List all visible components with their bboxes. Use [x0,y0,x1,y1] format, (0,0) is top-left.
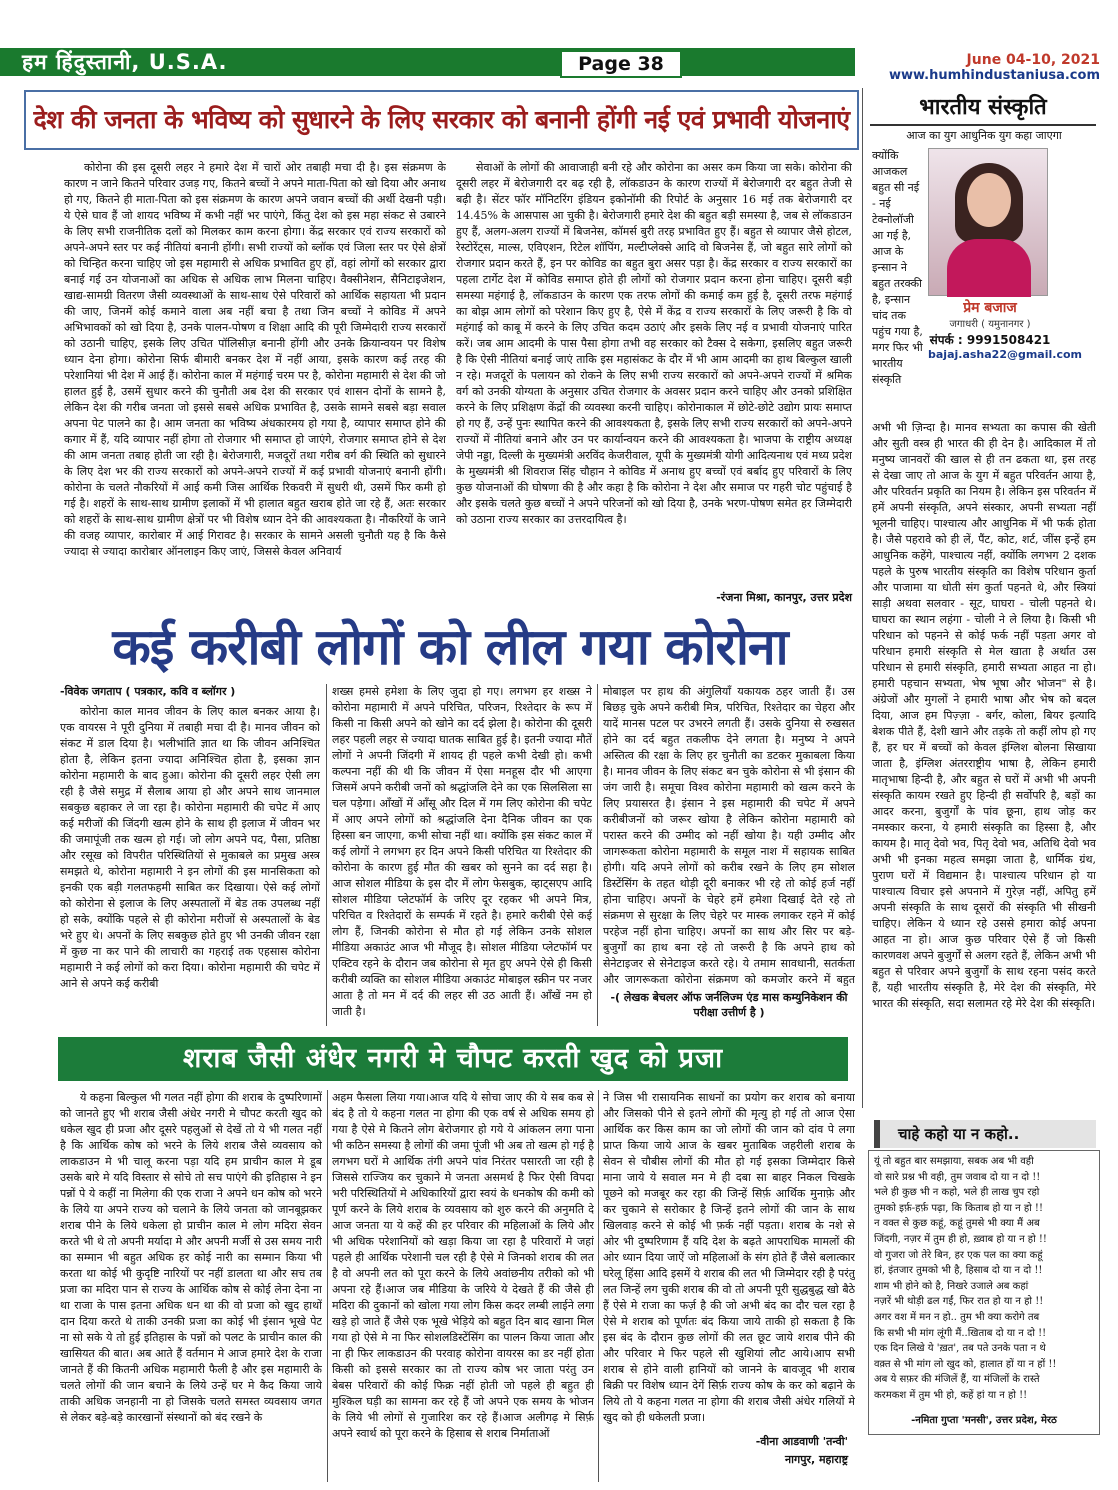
article2-column-3 [603,684,855,986]
article2-column-1 [60,704,320,1026]
article1-headline-box [24,90,859,150]
article2-author: -विवेक जगताप ( पत्रकार, कवि व ब्लॉगर ) [60,685,236,698]
issue-date: June 04-10, 2021 [966,52,1100,68]
poem-line: करमकश में तुम भी हो, कहें हां या न हो !! [874,1389,1028,1401]
article3-column-1 [60,1090,322,1482]
poem-line: भले ही कुछ भी न कहो, भले ही लाख चुप रहो [874,1187,1040,1199]
article2-headline: कई करीबी लोगों को लील गया कोरोना [112,618,788,676]
author-name: प्रेम बजाज [963,300,1017,316]
sidebar-title: भारतीय संस्कृति [870,90,1096,126]
sidebar-body [872,420,1096,1110]
article1-column-2 [456,160,852,576]
sidebar-body-text: अभी भी ज़िन्दा है। मानव सभ्यता का कपास की खेती और सुती वस्त्र ही भारत की ही देन है। आदिकाल में तो मनुष्य जानवरों की खाल से ही तन ढकता था, इस तरह से देखा जाए तो आज के युग में बहुत परिवर्तन आया है, और परिवर्तन प्रकृति का नियम है। लेकिन इस परिवर्तन में हमें अपनी संस्कृति, अपने संस्कार, अपनी सभ्यता नहीं भूलनी चाहिए। पाश्चात्य और आधुनिक में भी फर्क होता है। जैसे पहरावे को ही लें, पैंट, कोट, शर्ट, जींस इन्हें हम आधुनिक कहेंगे, पाश्चात्य नहीं, क्योंकि लगभग 2 दशक पहले के पुरुष भारतीय संस्कृति का विशेष परिधान कुर्ता और पाजामा या धोती संग कुर्ता पहनते थे, और स्त्रियां साड़ी अथवा सलवार - सूट, घाघरा - चोली पहनते थे। घाघरा का स्थान लहंगा - चोली ने ले लिया है। किसी भी परिधान को पहनने से कोई फर्क नहीं पड़ता अगर वो परिधान हमारी संस्कृति से मेल खाता है अर्थात उस परिधान से हमारी संस्कृति, हमारी सभ्यता आहत ना हो। हमारी पहचान सभ्यता, भेष भूषा और भोजन" से है। अंग्रेजों और मुगलों ने हमारी भाषा और भेष को बदल दिया, आज हम पिज़्ज़ा - बर्गर, कोला, बियर इत्यादि बेशक पीते हैं, देशी खाने और तड़के तो कहीं लोप हो गए हैं, हर घर में बच्चों को केवल इंग्लिश बोलना सिखाया जाता है, इंग्लिश अंतरराष्ट्रीय भाषा है, लेकिन हमारी मातृभाषा हिन्दी है, और बहुत से घरों में अभी भी अपनी संस्कृति कायम रखते हुए हिन्दी ही सर्वोपरि है, बड़ों का आदर करना, बुजुर्गों के पांव छूना, हाथ जोड़ कर नमस्कार करना, ये हमारी संस्कृति का हिस्सा है, और कायम है। मातृ देवो भव, पितृ देवो भव, अतिथि देवो भव अभी भी इनका महत्व समझा जाता है, धार्मिक ग्रंथ, पुराण घरों में विद्यमान है। पाश्चात्य परिधान हो या पाश्चात्य विचार इसे अपनाने में गुरेज़ नहीं, अपितु हमें अपनी संस्कृति के साथ दूसरों की संस्कृति भी सीखनी चाहिए। लेकिन ये ध्यान रहे उससे हमारा कोई अपना आहत ना हो। आज कुछ परिवार ऐसे हैं जो किसी कारणवश अपने बुजुर्गों से अलग रहते हैं, लेकिन अभी भी बहुत से परिवार अपने बुजुर्गों के साथ रहना पसंद करते हैं, यही भारतीय संस्कृति है, मेरे देश की संस्कृति, मेरे भारत की संस्कृति, सदा सलामत रहे मेरे देश की संस्कृति। [872,421,1096,1010]
sidebar-intro: आज का युग आधुनिक युग कहा जाएगा [906,129,1062,142]
article2-text-1: कोरोना काल मानव जीवन के लिए काल बनकर आया है। एक वायरस ने पूरी दुनिया में तबाही मचा दी है। मानव जीवन को संकट में डाल दिया है। भलीभांति ज्ञात था कि जीवन अनिश्चित होता है, लेकिन इतना ज्यादा अनिश्चित होता है, इसका ज्ञान कोरोना महामारी के बाद हुआ। कोरोना की दूसरी लहर ऐसी लग रही है जैसे समुद्र में सैलाब आया हो और अपने साथ जानमाल सबकुछ बहाकर ले जा रहा है। कोरोना महामारी की चपेट में आए कई मरीजों की जिंदगी खत्म होने के साथ ही इलाज में जीवन भर की जमापूंजी तक खत्म हो गई। जो लोग अपने पद, पैसा, प्रतिष्ठा और रसूख को विपरीत परिस्थितियों से मुकाबले का प्रमुख अस्त्र समझते थे, कोरोना महामारी ने इन लोगों की इस मानसिकता को इनकी एक बड़ी गलतफहमी साबित कर दिखाया। ऐसे कई लोगों को कोरोना से इलाज के लिए अस्पतालों में बेड तक उपलब्ध नहीं हो सके, क्योंकि पहले से ही कोरोना मरीजों से अस्पतालों के बेड भरे हुए थे। अपनों के लिए सबकुछ होते हुए भी उनकी जीवन रक्षा में कुछ ना कर पाने की लाचारी का गहराई तक एहसास कोरोना महामारी ने कई लोगों को करा दिया। कोरोना महामारी की चपेट में आने से अपने कई करीबी [60,705,320,990]
article2-byline: -( लेखक बेचलर ऑफ जर्नलिज्म एंड मास कम्युनिकेशन की परीक्षा उत्तीर्ण है ) [610,991,848,1019]
article1-text-1: कोरोना की इस दूसरी लहर ने हमारे देश में चारों ओर तबाही मचा दी है। इस संक्रमण के कारण न जाने कितने परिवार उजड़ गए, कितने बच्चों ने अपने माता-पिता को खो दिया और अनाथ हो गए, कितने ही माता-पिता को इस संक्रमण के कारण अपने जवान बच्चों की अर्थी देखनी पड़ी। ये ऐसे घाव हैं जो शायद भविष्य में कभी नहीं भर पाएंगे, किंतु देश को इस महा संकट से उबारने के लिए सभी राजनीतिक दलों को मिलकर काम करना होगा। केंद्र सरकार एवं राज्य सरकारों को अपने-अपने स्तर पर कई नीतियां बनानी होंगी। सभी राज्यों को ब्लॉक एवं जिला स्तर पर ऐसे क्षेत्रों को चिन्हित करना चाहिए जो इस महामारी से अधिक प्रभावित हुए हों, वहां लोगों को सरकार द्वारा बनाई गई उन योजनाओं का अधिक से अधिक लाभ मिलना चाहिए। वैक्सीनेशन, सैनिटाइजेशन, खाद्य-सामग्री वितरण जैसी व्यवस्थाओं के साथ-साथ ऐसे परिवारों को आर्थिक सहायता भी प्रदान की जाए, जिनमें कोई कमाने वाला अब नहीं बचा है तथा जिन बच्चों ने कोविड में अपने अभिभावकों को खो दिया है, उनके पालन-पोषण व शिक्षा आदि की पूरी जिम्मेदारी राज्य सरकारों को उठानी चाहिए, इसके लिए उचित पॉलिसीज़ बनानी होंगी और उनके क्रियान्वयन पर विशेष ध्यान देना होगा। कोरोना सिर्फ बीमारी बनकर देश में नहीं आया, इसके कारण कई तरह की परेशानियां भी देश में आई हैं। कोरोना काल में महंगाई चरम पर है, कोरोना महामारी से देश की जो हालत हुई है, उसमें सुधार करने की चुनौती अब देश की सरकार एवं शासन दोनों के सामने है, लेकिन देश की गरीब जनता जो इससे सबसे अधिक प्रभावित है, उसके सामने सबसे बड़ा सवाल अपना पेट पालने का है। आम जनता का भविष्य अंधकारमय हो गया है, व्यापार समाप्त होने की कगार में हैं, यदि व्यापार नहीं होगा तो रोजगार भी समाप्त हो जाएंगे, रोजगार समाप्त होने से देश की आम जनता तबाह होती जा रही है। बेरोजगारी, मजदूरों तथा गरीब वर्ग की स्थिति को सुधारने के लिए देश भर की राज्य सरकारों को अपने-अपने राज्यों में कई प्रभावी योजनाएं बनानी होंगी। कोरोना के चलते नौकरियों में आई कमी जिस आर्थिक रिकवरी में सुधरी थी, उसमें फिर कमी हो गई है। शहरों के साथ-साथ ग्रामीण इलाकों में भी हालात बहुत खराब होते जा रहे हैं, अतः सरकार को शहरों के साथ-साथ ग्रामीण क्षेत्रों पर भी विशेष ध्यान देने की आवश्यकता है। नौकरियों के जाने की वजह व्यापार, कारोबार में आई गिरावट है। सरकार के सामने असली चुनौती यह है कि कैसे ज्यादा से ज्यादा कारोबार ऑनलाइन किए जाएं, जिससे केवल अनिवार्य [64,161,446,558]
author-photo [928,148,1048,296]
poem-line: कि सभी भी मांग लूंगी मैं..खिताब दो या न दो !! [874,1327,1047,1339]
article1-headline: देश की जनता के भविष्य को सुधारने के लिए सरकार को बनानी होंगी नई एवं प्रभावी योजनाएं [33,105,850,134]
author-email[interactable]: bajaj.asha22@gmail.com [928,348,1082,361]
article2-text-2: शख्स हमसे हमेशा के लिए जुदा हो गए। लगभग हर शख्स ने कोरोना महामारी में अपने परिचित, परिजन, रिश्तेदार के रूप में किसी ना किसी अपने को खोने का दर्द झेला है। कोरोना की दूसरी लहर पहली लहर से ज्यादा घातक साबित हुई है। इतनी ज्यादा मौतें लोगों ने अपनी जिंदगी में शायद ही पहले कभी देखी हो। कभी कल्पना नहीं की थी कि जीवन में ऐसा मनहूस दौर भी आएगा जिसमें अपने करीबी जनों को श्रद्धांजलि देने का एक सिलसिला सा चल पड़ेगा। आँखों में आँसू और दिल में गम लिए कोरोना की चपेट में आए अपने लोगों को श्रद्धांजलि देना दैनिक जीवन का एक हिस्सा बन जाएगा, कभी सोचा नहीं था। क्योंकि इस संकट काल में कई लोगों ने लगभग हर दिन अपने किसी परिचित या रिश्तेदार की कोरोना के कारण हुई मौत की खबर को सुनने का दर्द सहा है। आज सोशल मीडिया के इस दौर में लोग फेसबुक, व्हाट्सएप आदि सोशल मीडिया प्लेटफॉर्म के जरिए दूर रहकर भी अपने मित्र, परिचित व रिश्तेदारों के सम्पर्क में रहते है। हमारे करीबी ऐसे कई लोग हैं, जिनकी कोरोना से मौत हो गई लेकिन उनके सोशल मीडिया अकाउंट आज भी मौजूद है। सोशल मीडिया प्लेटफॉर्म पर एक्टिव रहने के दौरान जब कोरोना से मृत हुए अपने ऐसे ही किसी करीबी व्यक्ति का सोशल मीडिया अकाउंट मोबाइल स्क्रीन पर नजर आता है तो मन में दर्द की लहर सी उठ आती हैं। आँखें नम हो जाती है। [332,685,592,1018]
article3-divider-2 [598,1090,599,1482]
poem-line: एक दिन लिखे ये 'ख़त', तब पते उनके पता न थे [874,1343,1046,1355]
poem-line: न वक्त से कुछ कहूं, कहूं तुमसे भी क्या मैं अब [874,1218,1040,1230]
newspaper-name: हम हिंदुस्तानी, U.S.A. [22,50,228,74]
poem-line: वक़्त से भी मांग लो खुद को, हालात हों या न हों !! [874,1358,1057,1370]
author-photo-body [947,239,1031,297]
poem-line: अगर वश में मन न हो.. तुम भी क्या करोगे तब [874,1311,1040,1323]
author-place: जगाधरी ( यमुनानगर ) [949,319,1031,330]
masthead [0,0,1118,82]
article3-text-2: अहम फैसला लिया गया।आज यदि ये सोचा जाए की ये सब कब से बंद है तो ये कहना गलत ना होगा की एक वर्ष से अधिक समय हो गया है ऐसे मे कितने लोग बेरोजगार हो गये ये आंकलन लगा पाना भी कठिन समस्या है लोगों की जमा पूंजी भी अब तो खत्म हो गई है लगभग घरों मे आर्थिक तंगी अपने पांव निरंतर पसारती जा रही है जिससे राज्जिय कर चुकाने मे जनता असमर्थ है फिर ऐसी विपदा भरी परिस्थितियों मे अधिकारियों द्वारा स्वयं के धनकोष की कमी को पूर्ण करने के लिये शराब के व्यवसाय को शुरु करने की अनुमति दे आज जनता या ये कहें की हर परिवार की महिलाओं के लिये और भी अधिक परेशानियों को खड़ा किया जा रहा है परिवारों मे जहां पहले ही आर्थिक परेशानी चल रही है ऐसे मे जिनको शराब की लत है वो अपनी लत को पूरा करने के लिये अवांछनीय तरीको को भी अपना रहे हैं।आज जब मीडिया के जरिये ये देखते हैं की जैसे ही मदिरा की दुकानों को खोला गया लोग किस कदर लम्बी लाईने लगा खड़े हो जाते हैं जैसे एक भूखे भेड़िये को बहुत दिन बाद खाना मिल गया हो ऐसे मे ना फिर सोशलडिस्टेंसिंग का पालन किया जाता और ना ही फिर लाकडाउन की परवाह कोरोना वायरस का डर नहीं होता किसी को इससे सरकार का तो राज्य कोष भर जाता परंतु उन बेबस परिवारों की कोई फिक्र नहीं होती जो पहले ही बहुत ही मुश्किल घड़ी का सामना कर रहे हैं जो अपने एक समय के भोजन के लिये भी लोगों से गुजारिश कर रहे हैं।आज अलीगढ़ मे सिर्फ़ अपने स्वार्थ को पूरा करने के हिसाब से शराब निर्माताओं [332,1091,594,1440]
poem-line: वो गुजरा जो तेरे बिन, हर एक पल का क्या कहूं [874,1249,1043,1261]
poem-byline: -नमिता गुप्ता 'मनसी', उत्तर प्रदेश, मेरठ [911,1415,1057,1426]
poem-line: शाम भी होने को है, निखरे उजाले अब कहां [874,1280,1029,1292]
poem-lines [874,1154,1096,1404]
sidebar-narrow-text: क्योंकि आजकल बहुत सी नई - नई टेक्नोलॉजी आ गई है, आज के इन्सान ने बहुत तरक्की है, इन्सान चांद तक पहुंच गया है, मगर फिर भी भारतीय संस्कृति [872,149,923,386]
article2-divider-1 [326,684,327,1026]
article3-byline-name: -वीना आडवाणी 'तन्वी' [755,1435,848,1448]
article3-text-3: ने जिस भी रासायनिक साधनों का प्रयोग कर शराब को बनाया और जिसको पीने से इतने लोगों की मृत्यु हो गई तो आज ऐसा आर्थिक कर किस काम का जो लोगों की जान को दांव पे लगा प्राप्त किया जाये आज के खबर मुताबिक जहरीली शराब के सेवन से चौबीस लोगों की मौत हो गई इसका जिम्मेदार किसे माना जाये ये सवाल मन मे ही दबा सा बाहर निकल चिखके पूछने को मजबूर कर रहा की जिन्हें सिर्फ़ आर्थिक मुनाफ़े और कर चुकाने से सरोकार है जिन्हें इतने लोगों की जान के साथ खिलवाड़ करने से कोई भी फ़र्क नहीं पड़ता। शराब के नशे से ओर भी दुष्परिणाम हैं यदि देश के बढ़ते आपराधिक मामलों की ओर ध्यान दिया जाऐं जो महिलाओं के संग होते हैं जैसे बलात्कार घरेलू हिंसा आदि इसमें ये शराब की लत भी जिम्मेदार रही है परंतु लत जिन्हें लग चुकी शराब की वो तो अपनी पूरी सुद्धबुद्ध खो बैठे हैं ऐसे मे राजा का फर्ज़ है की जो अभी बंद का दौर चल रहा है ऐसे मे शराब को पूर्णतः बंद किया जाये ताकी हो सकता है कि इस बंद के दौरान कुछ लोगों की लत छूट जाये शराब पीने की और परिवार मे फिर पहले सी खुशियां लौट आये।आप सभी शराब से होने वाली हानियों को जानने के बावजूद भी शराब बिक्री पर विशेष ध्यान देगें सिर्फ़ राज्य कोष के कर को बढ़ाने के लिये तो ये कहना गलत ना होगा की शराब जैसी अंधेर गलियों मे खुद को ही धकेलती प्रजा। [603,1091,855,1424]
poem-line: तुमको इर्फ़-हर्फ़ पढ़ा, कि किताब हो या न हो !! [874,1202,1043,1214]
poem-line: वो सारे प्रश्न भी वही, तुम जवाब दो या न दो !! [874,1171,1041,1183]
article3-byline-place: नागपुर, महाराष्ट्र [785,1453,848,1466]
article3-column-3 [603,1090,855,1430]
article2-text-3: मोबाइल पर हाथ की अंगुलियाँ यकायक ठहर जाती हैं। उस बिछड़ चुके अपने करीबी मित्र, परिचित, रिश्तेदार का चेहरा और यादें मानस पटल पर उभरने लगती हैं। उसके दुनिया से रुखसत होने का दर्द बहुत तकलीफ देने लगता है। मनुष्य ने अपने अस्तित्व की रक्षा के लिए हर चुनौती का डटकर मुकाबला किया है। मानव जीवन के लिए संकट बन चुके कोरोना से भी इंसान की जंग जारी है। समूचा विश्व कोरोना महामारी को खत्म करने के लिए प्रयासरत है। इंसान ने इस महामारी की चपेट में अपने करीबीजनों को जरूर खोया है लेकिन कोरोना महामारी को परास्त करने की उम्मीद को नहीं खोया है। यही उम्मीद और जागरूकता कोरोना महामारी के समूल नाश में सहायक साबित होगी। यदि अपने लोगों को करीब रखने के लिए हम सोशल डिस्टेंसिंग के तहत थोड़ी दूरी बनाकर भी रहे तो कोई हर्ज नहीं होना चाहिए। अपनों के चेहरे हमें हमेशा दिखाई देते रहे तो संक्रमण से सुरक्षा के लिए चेहरे पर मास्क लगाकर रहने में कोई परहेज नहीं होना चाहिए। अपनों का साथ और सिर पर बड़े-बुजुर्गों का हाथ बना रहे तो जरूरी है कि अपने हाथ को सेनेटाइजर से सेनेटाइज करते रहे। ये तमाम सावधानी, सतर्कता और जागरूकता कोरोना संक्रमण को कमजोर करने में बहुत [603,685,855,986]
article3-headline: शराब जैसी अंधेर नगरी मे चौपट करती खुद को प्रजा [58,1037,848,1081]
article3-text-1: ये कहना बिल्कुल भी गलत नहीं होगा की शराब के दुष्परिणामों को जानते हुए भी शराब जैसी अंधेर नगरी मे चौपट करती खुद को धकेल खुद ही प्रजा और दूसरे पहलुओं से देखें तो ये भी गलत नहीं है कि आर्थिक कोष को भरने के लिये शराब जैसे व्यवसाय को लाकडाउन मे भी चालू करना पड़ा यदि हम प्राचीन काल मे डूब उसके बारे मे यदि विस्तार से सोचे तो सच पाएंगे की इतिहास ने इन पन्नों पे ये कहीं ना मिलेगा की एक राजा ने अपने धन कोष को भरने के लिये या अपने राज्य को चलाने के लिये जनता को जानबूझकर शराब पीने के लिये धकेला हो प्राचीन काल मे लोग मदिरा सेवन करते भी थे तो अपनी मर्यादा मे और अपनी मर्जी से उस समय नारी का सम्मान भी बहुत अधिक हर कोई नारी का सम्मान किया भी करता था कोई भी कुदृष्टि नारियों पर नहीं डालता था और सच तब प्रजा का मदिरा पान से राज्य के आर्थिक कोष से कोई लेना देना ना था राजा के पास इतना अधिक धन था की वो प्रजा को खुद हाथों दान दिया करते थे ताकी उनकी प्रजा का कोई भी इंसान भूखे पेट ना सो सके ये तो हुई इतिहास के पन्नों को पलट के प्राचीन काल की खासियत की बात। अब आते हैं वर्तमान मे आज हमारे देश के राजा जानते हैं की कितनी अधिक महामारी फैली है और इस महामारी के चलते लोगों की जान बचाने के लिये उन्हें घर मे कैद किया जाये ताकी अधिक जनहानी ना हो जिसके चलते समस्त व्यवसाय जगत से लेकर बड़े-बड़े कारखानों संस्थानों को बंद रखने के [60,1091,322,1424]
poem-line: अब ये सफ़र की मंजिलें हैं, या मंजिलों के रास्ते [874,1374,1040,1386]
poem-line: नज़रें भी थोड़ी ढल गईं, फिर रात हो या न हो !! [874,1296,1044,1308]
article2-column-2 [332,684,592,1026]
poem-title: चाहे कहो या न कहो.. [874,1120,1096,1148]
author-phone: संपर्क : 9991508421 [929,333,1051,347]
article3-divider-1 [327,1090,328,1482]
website-url[interactable]: www.humhindustaniusa.com [888,68,1100,83]
article3-column-2 [332,1090,594,1482]
sidebar-divider [862,88,863,1108]
article1-byline: -रंजना मिश्रा, कानपुर, उत्तर प्रदेश [716,591,852,604]
poem-line: हां, इंतजार तुमको भी है, हिसाब दो या न दो !! [874,1265,1043,1277]
poem-line: जिंदगी, नज़र में तुम ही हो, ख़्वाब हो या न हो !! [874,1233,1047,1245]
poem-line: यूं तो बहुत बार समझाया, सबक अब भी वही [874,1156,1034,1167]
article2-divider-2 [597,684,598,1026]
article1-column-1 [64,160,446,600]
article1-text-2: सेवाओं के लोगों की आवाजाही बनी रहे और कोरोना का असर कम किया जा सके। कोरोना की दूसरी लहर में बेरोजगारी दर बढ़ रही है, लॉकडाउन के कारण राज्यों में बेरोजगारी दर बहुत तेजी से बढ़ी है। सेंटर फॉर मॉनिटरिंग इंडियन इकोनॉमी की रिपोर्ट के अनुसार 16 मई तक बेरोजगारी दर 14.45% के आसपास आ चुकी है। बेरोजगारी हमारे देश की बहुत बड़ी समस्या है, जब से लॉकडाउन हुए हैं, अलग-अलग राज्यों में बिजनेस, कॉमर्स बुरी तरह प्रभावित हुए हैं। बहुत से व्यापार जैसे होटल, रेस्टोरेंट्स, माल्स, एविएशन, रिटेल शॉपिंग, मल्टीप्लेक्से आदि वो बिजनेस हैं, जो बहुत सारे लोगों को रोजगार प्रदान करते हैं, इन पर कोविड का बहुत बुरा असर पड़ा है। केंद्र सरकार व राज्य सरकारों का पहला टार्गेट देश में कोविड समाप्त होते ही लोगों को रोजगार प्रदान करना होना चाहिए। दूसरी बड़ी समस्या महंगाई है, लॉकडाउन के कारण एक तरफ लोगों की कमाई कम हुई है, दूसरी तरफ महंगाई का बोझ आम लोगों को परेशान किए हुए है, ऐसे में केंद्र व राज्य सरकारों के लिए जरूरी है कि वो महंगाई को काबू में करने के लिए उचित कदम उठाएं और इसके लिए नई व प्रभावी योजनाएं पारित करें। जब आम आदमी के पास पैसा होगा तभी वह सरकार को टैक्स दे सकेगा, इसलिए बहुत जरूरी है कि ऐसी नीतियां बनाई जाएं ताकि इस महासंकट के दौर में भी आम आदमी का हाथ बिल्कुल खाली न रहे। मजदूरों के पलायन को रोकने के लिए सभी राज्य सरकारों को अपने-अपने राज्यों में श्रमिक वर्ग को उनकी योग्यता के अनुसार उचित रोजगार के अवसर प्रदान करने चाहिए और उनको प्रशिक्षित करने के लिए प्रशिक्षण केंद्रों की व्यवस्था करनी चाहिए। कोरोनाकाल में छोटे-छोटे उद्योग प्रायः समाप्त हो गए हैं, उन्हें पुनः स्थापित करने की आवश्यकता है, इसके लिए सभी राज्य सरकारों को अपने-अपने राज्यों में नीतियां बनाने और उन पर कार्यान्वयन करने की आवश्यकता है। भाजपा के राष्ट्रीय अध्यक्ष जेपी नड्डा, दिल्ली के मुख्यमंत्री अरविंद केजरीवाल, यूपी के मुख्यमंत्री योगी आदित्यनाथ एवं मध्य प्रदेश के मुख्यमंत्री श्री शिवराज सिंह चौहान ने कोविड में अनाथ हुए बच्चों एवं बर्बाद हुए परिवारों के लिए कुछ योजनाओं की घोषणा की है और कहा है कि कोरोना ने देश और समाज पर गहरी चोट पहुंचाई है और इसके चलते कुछ बच्चों ने अपने परिजनों को खो दिया है, उनके भरण-पोषण समेत हर जिम्मेदारी को उठाना राज्य सरकार का उत्तरदायित्व है। [456,161,852,526]
author-photo-face [967,173,1011,227]
page-number: Page 38 [560,50,682,78]
